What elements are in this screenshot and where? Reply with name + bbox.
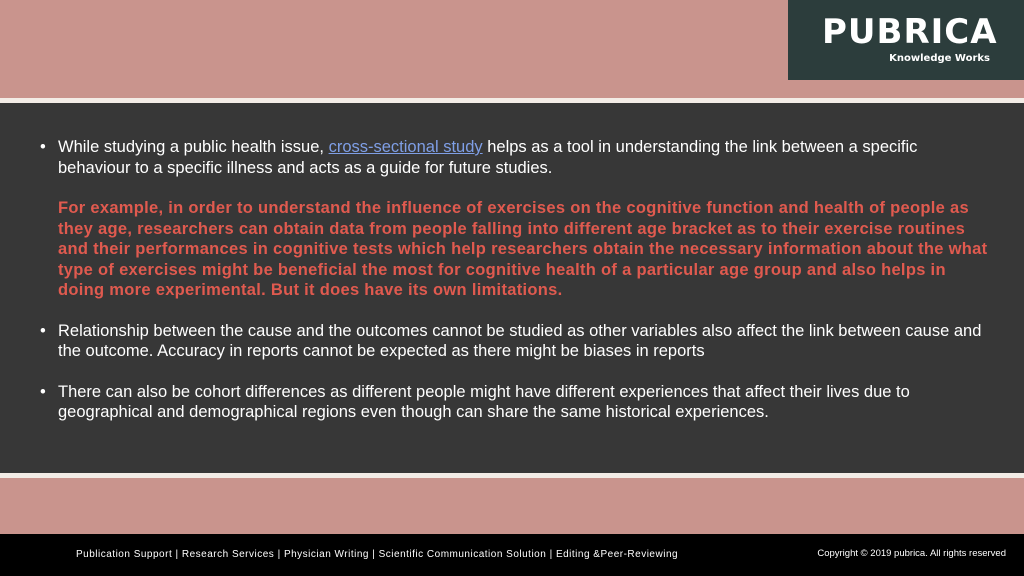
content-panel	[0, 103, 1024, 473]
content-body	[38, 137, 988, 423]
logo-tagline: Knowledge Works	[889, 53, 990, 64]
bullet-text: There can also be cohort differences as different people might have different experiences that affect their lives due to geographical and demographical regions even though can share the same historical experiences.	[58, 382, 910, 421]
bullet-text-suffix: helps as a tool in understanding the link between a specific behaviour to a specific illness and acts as a guide for future studies.	[58, 138, 918, 177]
bullet-dot-icon: •	[40, 138, 46, 156]
example-paragraph: For example, in order to understand the influence of exercises on the cognitive function and health of people as they age, researchers can obtain data from people falling into different age bracket as to their exercise routines and their performances in cognitive tests which help researchers obtain the necessary information about the what type of exercises might be beneficial the most for cognitive health of a particular age group and also helps in doing more experimental. But it does have its own limitations.	[58, 199, 988, 299]
bullet-item	[38, 137, 988, 178]
logo-name: PUBRICA	[822, 12, 998, 52]
copyright-notice: Copyright © 2019 pubrica. All rights reserved	[817, 548, 1006, 559]
cross-sectional-study-link[interactable]: cross-sectional study	[328, 138, 483, 156]
bullet-dot-icon: •	[40, 321, 46, 340]
bullet-item	[38, 382, 988, 423]
bullet-item	[38, 321, 988, 362]
bullet-dot-icon: •	[40, 382, 46, 401]
footer-bar	[0, 534, 1024, 576]
footer-services-nav[interactable]: Publication Support | Research Services | Physician Writing | Scientific Communication Solution | Editing &Peer-Reviewing	[76, 549, 679, 560]
bullet-text: Relationship between the cause and the outcomes cannot be studied as other variables also affect the link between cause and the outcome. Accuracy in reports cannot be expected as there might be biases in reports	[58, 321, 982, 360]
bullet-text-prefix: While studying a public health issue,	[58, 138, 329, 156]
bottom-divider	[0, 473, 1024, 478]
pubrica-logo[interactable]	[788, 0, 1024, 80]
